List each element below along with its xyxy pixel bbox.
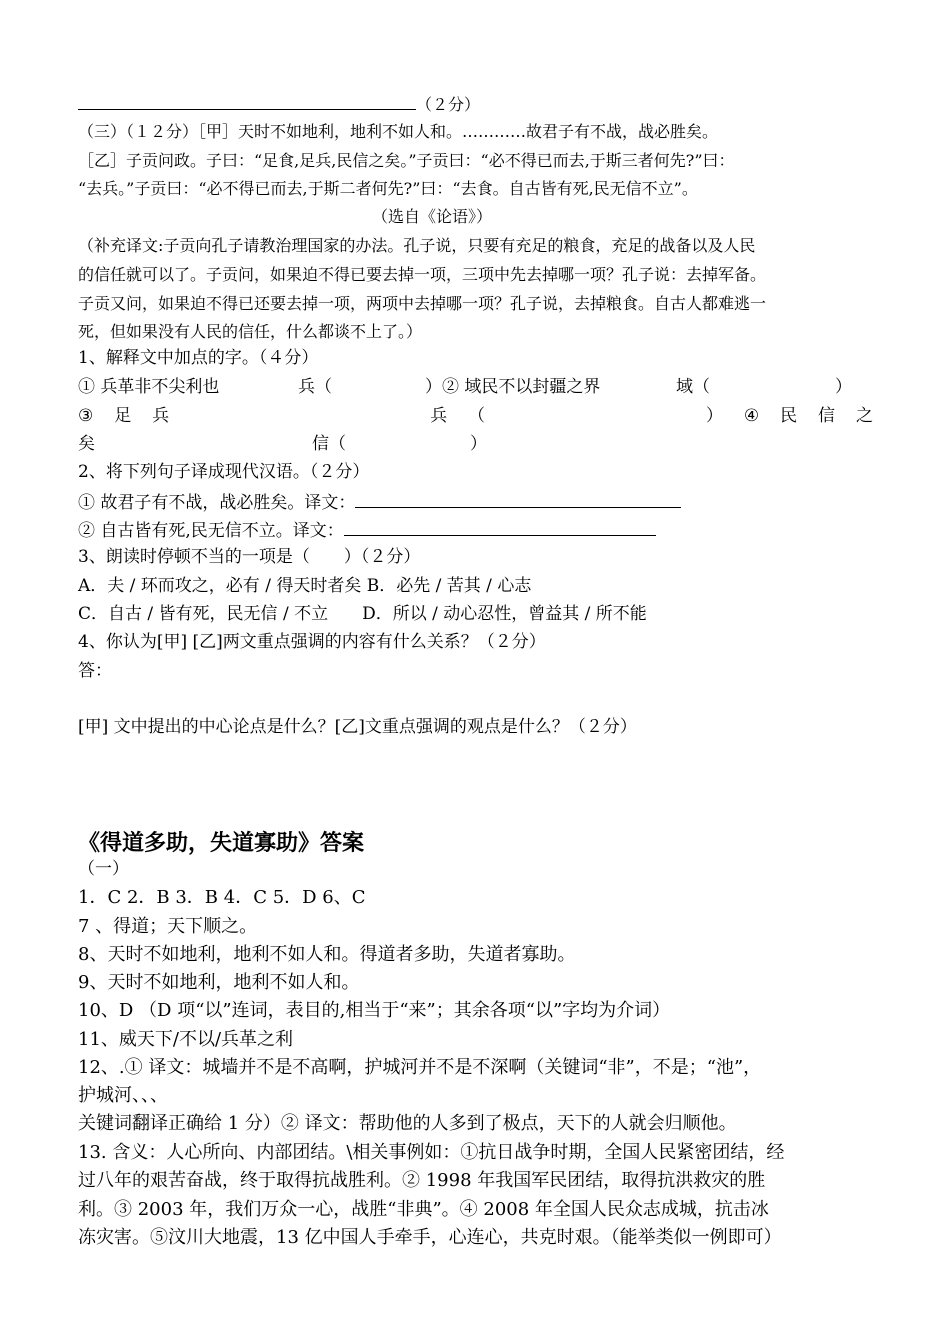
passage-source: （选自《论语》）	[372, 207, 493, 226]
question-2-title: 2、将下列句子译成现代汉语。（２分）	[78, 462, 370, 482]
translation-blank[interactable]	[355, 490, 681, 508]
answer-12-line-1: 12、.① 译文：城墙并不是不高啊，护城河并不是不深啊（关键词“非”，不是；“池”，	[78, 1057, 762, 1078]
answer-blank[interactable]	[78, 92, 416, 110]
q1-c-part: 足	[114, 406, 132, 426]
question-2-item-a	[78, 490, 681, 514]
q1-d-part: ④	[743, 406, 760, 426]
translation-line-2: 的信任就可以了。子贡问，如果迫不得已要去掉一项，三项中先去掉哪一项？孔子说：去掉军备。	[78, 265, 767, 284]
q1-item-d-close: ）	[470, 434, 487, 454]
top-answer-line	[78, 92, 480, 116]
q2-item-a-text: ① 故君子有不战，战必胜矣。译文：	[78, 493, 356, 513]
question-4-title: 4、你认为[甲] [乙]两文重点强调的内容有什么关系？（２分）	[78, 632, 546, 652]
question-4-answer-label: 答：	[78, 661, 112, 681]
q1-item-b-word: 域（	[676, 377, 710, 397]
question-1-row-2	[78, 405, 873, 427]
q1-c-part: ③	[78, 406, 94, 426]
answers-heading: 《得道多助，失道寡助》答案	[78, 830, 365, 856]
q1-d-part: 之	[855, 406, 873, 426]
answer-1-6: 1．C 2．B 3．B 4．C 5．D 6、C	[78, 887, 366, 908]
question-3-options-cd: C．自古 / 皆有死，民无信 / 不立 D．所以 / 动心忍性，曾益其 / 所不能	[78, 604, 647, 624]
q1-c-part: ）	[705, 406, 723, 426]
q1-d-part: 信	[818, 406, 835, 426]
answer-11: 11、威天下/不以/兵革之利	[78, 1029, 294, 1050]
question-1-row-1	[78, 376, 219, 398]
answer-13-line-2: 过八年的艰苦奋战，终于取得抗战胜利。② 1998 年我国军民团结，取得抗洪救灾的胜	[78, 1170, 766, 1191]
answer-10: 10、D （D 项“以”连词，表目的,相当于“来”；其余各项“以”字均为介词）	[78, 1000, 671, 1021]
question-5: [甲] 文中提出的中心论点是什么？[乙]文重点强调的观点是什么？（２分）	[78, 717, 637, 737]
answer-13-line-4: 冻灾害。⑤汶川大地震，13 亿中国人手牵手，心连心，共克时艰。（能举类似一例即可）	[78, 1227, 782, 1248]
q1-item-d-word: 信（	[312, 434, 346, 454]
passage-yi-line-2: “去兵。”子贡曰：“必不得已而去,于斯二者何先?”曰：“去食。自古皆有死,民无信不立”。	[78, 179, 698, 198]
answer-7: 7 、得道；天下顺之。	[78, 916, 258, 937]
q1-item-a: ① 兵革非不尖利也	[78, 377, 220, 397]
q1-c-part: （	[468, 406, 485, 426]
q2-item-b-text: ② 自古皆有死,民无信不立。译文：	[78, 521, 344, 541]
passage-yi-line-1: ［乙］子贡问政。子曰：“足食,足兵,民信之矣。”子贡曰：“必不得已而去,于斯三者何先?”曰：	[78, 151, 735, 170]
q1-item-b: ）② 域民不以封疆之界	[425, 377, 601, 397]
question-2-item-b	[78, 518, 656, 542]
q1-item-b-close: ）	[835, 377, 852, 397]
translation-line-3: 子贡又问，如果迫不得已还要去掉一项，两项中去掉哪一项？孔子说，去掉粮食。自古人都难逃一	[78, 294, 767, 313]
answers-part: （一）	[78, 859, 129, 879]
question-3-options-ab: A．夫 / 环而攻之，必有 / 得天时者矣 B．必先 / 苦其 / 心志	[78, 576, 532, 596]
answer-8: 8、天时不如地利，地利不如人和。得道者多助，失道者寡助。	[78, 944, 576, 965]
q1-item-d-tail: 矣	[78, 434, 95, 454]
answer-12-line-3: 关键词翻译正确给 1 分）② 译文：帮助他的人多到了极点，天下的人就会归顺他。	[78, 1113, 737, 1134]
q1-c-word: 兵	[430, 406, 448, 426]
translation-line-1: （补充译文:子贡向孔子请教治理国家的办法。孔子说，只要有充足的粮食，充足的战备以及人民	[78, 236, 756, 255]
answer-9: 9、天时不如地利，地利不如人和。	[78, 972, 360, 993]
translation-blank[interactable]	[344, 518, 656, 536]
q1-c-part: 兵	[152, 406, 170, 426]
answer-12-line-2: 护城河、、、	[78, 1085, 168, 1106]
q1-item-a-word: 兵（	[298, 377, 332, 397]
passage-jia: （三）（１２分）［甲］天时不如地利，地利不如人和。…………故君子有不战，战必胜矣。	[78, 122, 719, 141]
score-label: （２分）	[416, 95, 481, 114]
answer-13-line-1: 13. 含义：人心所向、内部团结。\相关事例如：①抗日战争时期，全国人民紧密团结，经	[78, 1142, 785, 1163]
answer-13-line-3: 利。③ 2003 年，我们万众一心，战胜“非典”。④ 2008 年全国人民众志成城，抗击冰	[78, 1199, 769, 1220]
question-1-title: 1、解释文中加点的字。（４分）	[78, 348, 319, 368]
question-3-title: 3、朗读时停顿不当的一项是（ ）（２分）	[78, 547, 421, 567]
q1-d-part: 民	[780, 406, 798, 426]
translation-line-4: 死，但如果没有人民的信任，什么都谈不上了。）	[78, 322, 423, 341]
